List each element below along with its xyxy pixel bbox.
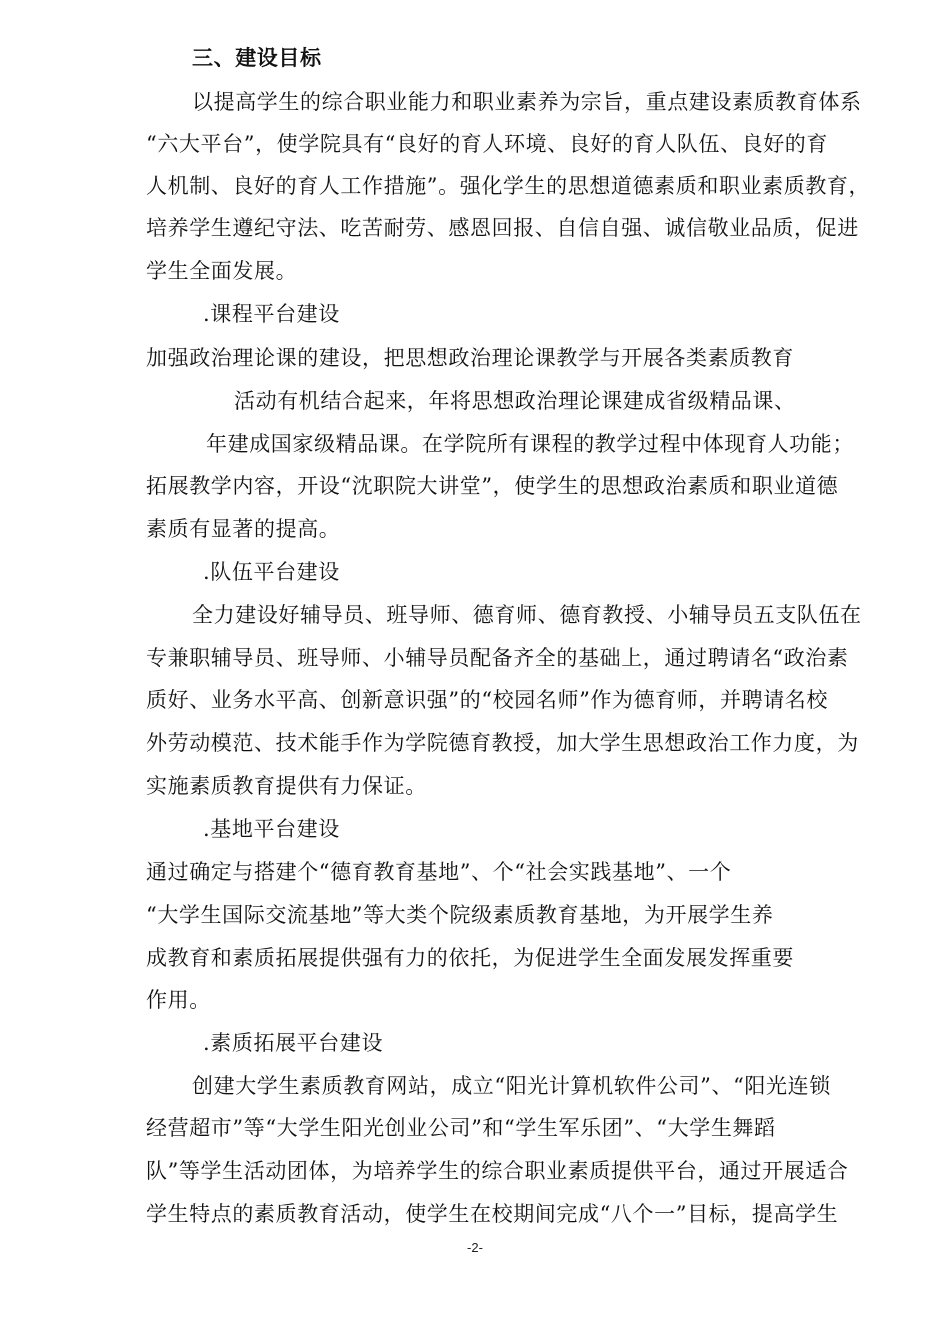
intro-line-5: 学生全面发展。 (146, 259, 298, 283)
course-platform-line-4: 拓展教学内容，开设“沈职院大讲堂”，使学生的思想政治素质和职业道德 (146, 474, 839, 498)
team-platform-title: .队伍平台建设 (203, 560, 340, 584)
intro-line-3: 人机制、良好的育人工作措施”。强化学生的思想道德素质和职业素质教育， (146, 174, 871, 198)
quality-platform-line-1: 创建大学生素质教育网站，成立“阳光计算机软件公司”、“阳光连锁 (192, 1074, 831, 1098)
course-platform-line-2: 活动有机结合起来，年将思想政治理论课建成省级精品课、 (234, 389, 796, 413)
base-platform-line-1: 通过确定与搭建个“德育教育基地”、个“社会实践基地”、一个 (146, 860, 732, 884)
course-platform-line-3: 年建成国家级精品课。在学院所有课程的教学过程中体现育人功能； (206, 432, 854, 456)
team-platform-line-1: 全力建设好辅导员、班导师、德育师、德育教授、小辅导员五支队伍在 (192, 603, 862, 627)
base-platform-line-4: 作用。 (146, 988, 211, 1012)
course-platform-title: .课程平台建设 (203, 302, 340, 326)
intro-line-1: 以提高学生的综合职业能力和职业素养为宗旨，重点建设素质教育体系 (192, 90, 862, 114)
intro-line-4: 培养学生遵纪守法、吃苦耐劳、感恩回报、自信自强、诚信敬业品质，促进 (146, 216, 859, 240)
quality-platform-line-3: 队”等学生活动团体，为培养学生的综合职业素质提供平台，通过开展适合 (146, 1159, 849, 1183)
team-platform-line-2: 专兼职辅导员、班导师、小辅导员配备齐全的基础上，通过聘请名“政治素 (146, 646, 849, 670)
team-platform-line-4: 外劳动模范、技术能手作为学院德育教授，加大学生思想政治工作力度，为 (146, 731, 859, 755)
course-platform-line-5: 素质有显著的提高。 (146, 517, 341, 541)
page-number: -2- (467, 1240, 483, 1255)
team-platform-line-5: 实施素质教育提供有力保证。 (146, 774, 427, 798)
team-platform-line-3: 质好、业务水平高、创新意识强”的“校园名师”作为德育师，并聘请名校 (146, 688, 829, 712)
intro-line-2: “六大平台”，使学院具有“良好的育人环境、良好的育人队伍、良好的育 (146, 132, 829, 156)
base-platform-title: .基地平台建设 (203, 817, 340, 841)
base-platform-line-3: 成教育和素质拓展提供强有力的依托，为促进学生全面发展发挥重要 (146, 946, 794, 970)
section-title: 三、建设目标 (192, 45, 322, 70)
base-platform-line-2: “大学生国际交流基地”等大类个院级素质教育基地，为开展学生养 (146, 903, 774, 927)
quality-platform-title: .素质拓展平台建设 (203, 1031, 384, 1055)
course-platform-line-1: 加强政治理论课的建设，把思想政治理论课教学与开展各类素质教育 (146, 346, 794, 370)
quality-platform-line-2: 经营超市”等“大学生阳光创业公司”和“学生军乐团”、“大学生舞蹈 (146, 1116, 776, 1140)
quality-platform-line-4: 学生特点的素质教育活动，使学生在校期间完成“八个一”目标，提高学生 (146, 1202, 839, 1226)
